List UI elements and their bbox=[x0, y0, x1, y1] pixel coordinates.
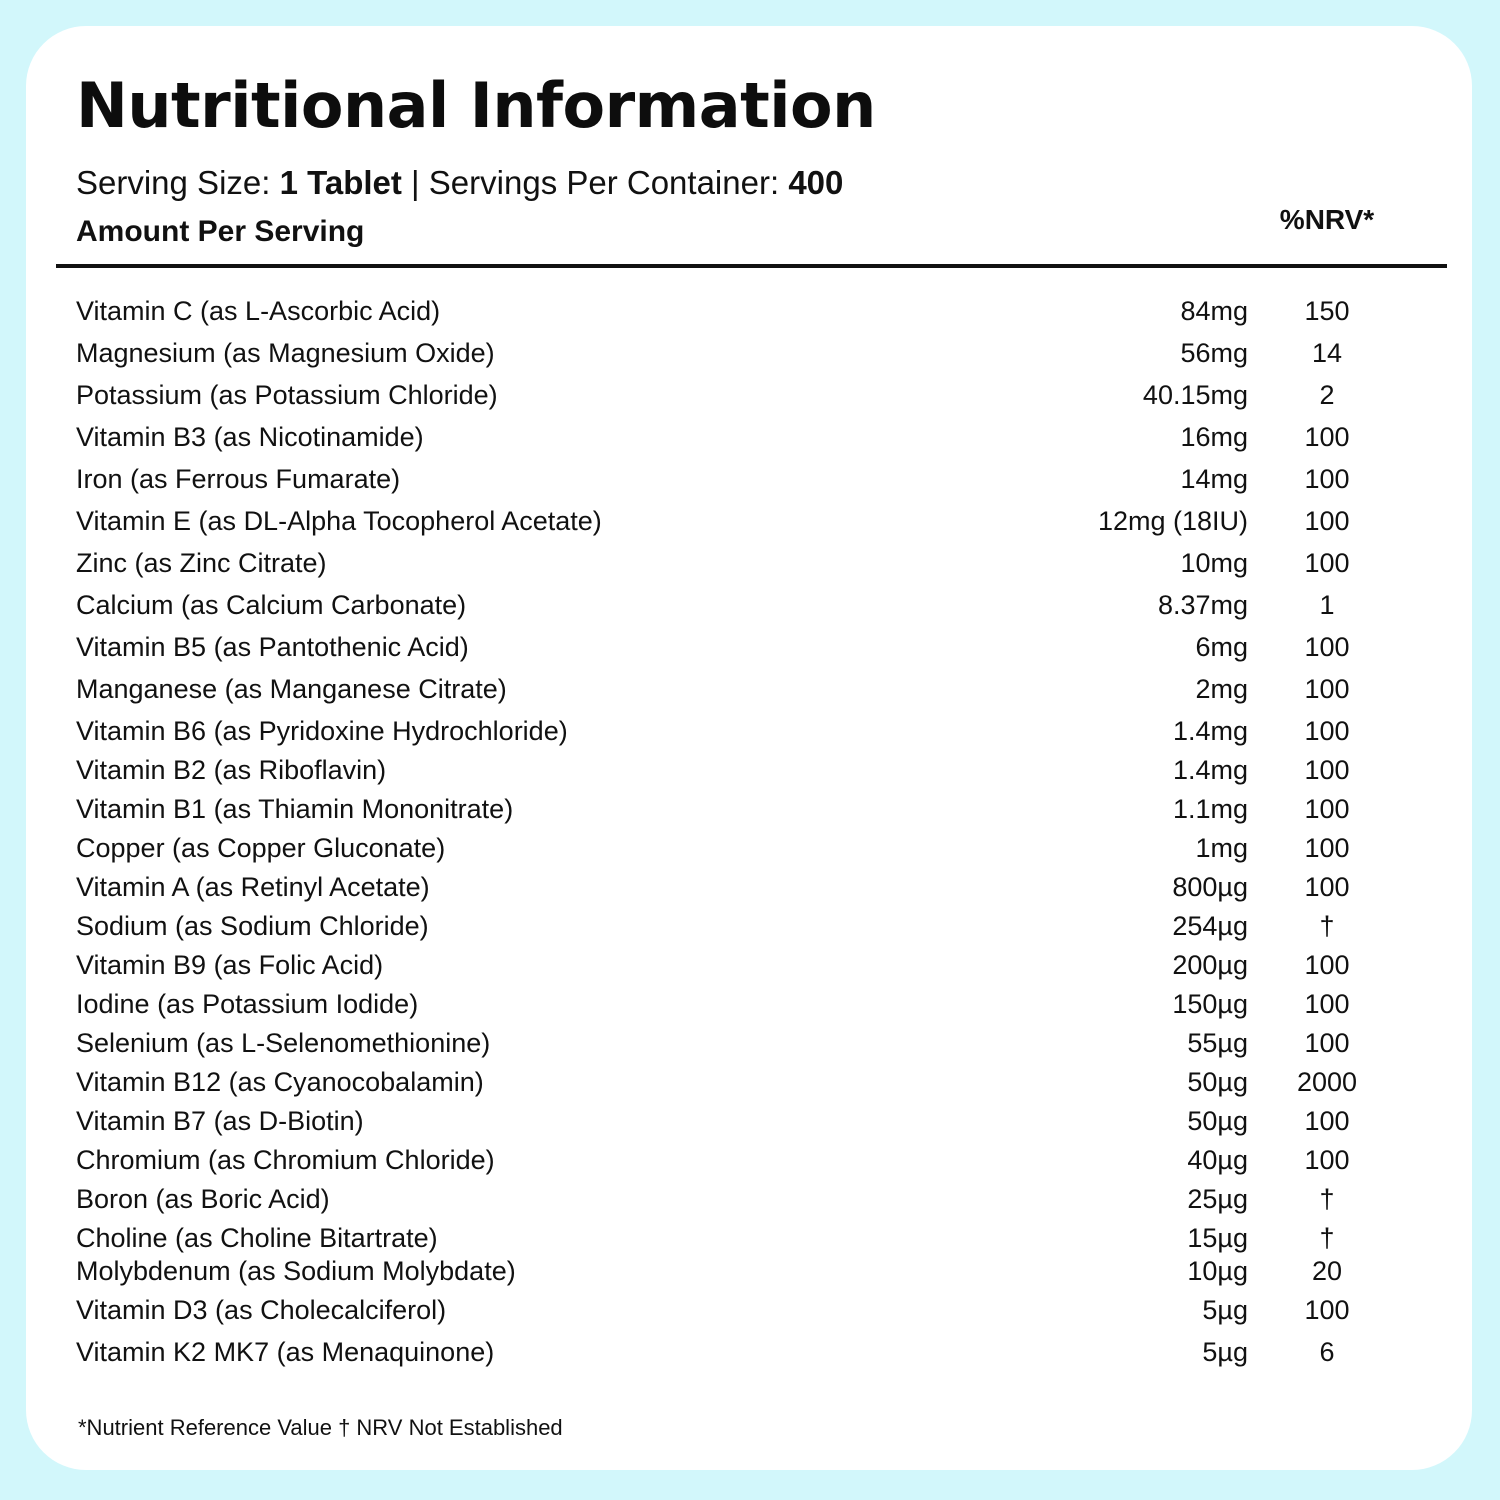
amount-per-serving-header: Amount Per Serving bbox=[76, 215, 365, 248]
nutrient-name: Chromium (as Chromium Chloride) bbox=[76, 1145, 495, 1175]
page-title: Nutritional Information bbox=[76, 69, 876, 142]
nutrient-amount: 40.15mg bbox=[1142, 380, 1248, 410]
nutrient-nrv: 100 bbox=[1304, 755, 1350, 785]
servings-per-container-label: Servings Per Container: bbox=[428, 164, 780, 201]
nutrient-nrv: 100 bbox=[1304, 1295, 1350, 1325]
nutrient-amount: 50µg bbox=[1187, 1067, 1248, 1097]
nutrient-amount: 25µg bbox=[1187, 1184, 1248, 1214]
nutrient-amount: 84mg bbox=[1180, 296, 1248, 326]
nutrient-nrv: 100 bbox=[1304, 422, 1350, 452]
table-row bbox=[0, 294, 1500, 328]
nutrient-amount: 2mg bbox=[1195, 674, 1248, 704]
nutrient-name: Zinc (as Zinc Citrate) bbox=[76, 548, 327, 578]
table-row bbox=[0, 462, 1500, 496]
nutrient-name: Vitamin A (as Retinyl Acetate) bbox=[76, 872, 430, 902]
servings-per-container-value: 400 bbox=[788, 164, 844, 201]
nutrient-amount: 1mg bbox=[1195, 833, 1248, 863]
table-row bbox=[0, 909, 1500, 943]
nutrient-amount: 200µg bbox=[1172, 950, 1248, 980]
nutrient-amount: 55µg bbox=[1187, 1028, 1248, 1058]
serving-separator: | bbox=[411, 164, 420, 201]
nutrient-nrv: 150 bbox=[1304, 296, 1350, 326]
nutrient-nrv: 100 bbox=[1304, 548, 1350, 578]
table-row bbox=[0, 378, 1500, 412]
nutrient-amount: 6mg bbox=[1195, 632, 1248, 662]
table-row bbox=[0, 420, 1500, 454]
nutrient-name: Vitamin C (as L-Ascorbic Acid) bbox=[76, 296, 441, 326]
nutrient-name: Vitamin D3 (as Cholecalciferol) bbox=[76, 1295, 447, 1325]
nutrient-name: Vitamin B12 (as Cyanocobalamin) bbox=[76, 1067, 484, 1097]
table-row bbox=[0, 336, 1500, 370]
table-row bbox=[0, 630, 1500, 664]
serving-size-label: Serving Size: bbox=[76, 164, 271, 201]
nutrient-nrv: 100 bbox=[1304, 632, 1350, 662]
table-row bbox=[0, 714, 1500, 748]
nutrient-amount: 5µg bbox=[1202, 1295, 1248, 1325]
nutrient-amount: 1.4mg bbox=[1172, 716, 1248, 746]
table-row bbox=[0, 753, 1500, 787]
nutrient-nrv: 1 bbox=[1319, 590, 1335, 620]
nutrient-nrv: 14 bbox=[1311, 338, 1343, 368]
nutrient-amount: 15µg bbox=[1187, 1223, 1248, 1253]
table-row bbox=[0, 1104, 1500, 1138]
nutrient-nrv: † bbox=[1319, 911, 1335, 941]
nutrient-amount: 800µg bbox=[1172, 872, 1248, 902]
nutrient-nrv: 100 bbox=[1304, 833, 1350, 863]
nutrient-name: Vitamin E (as DL-Alpha Tocopherol Acetate) bbox=[76, 506, 602, 536]
table-row bbox=[0, 1254, 1500, 1288]
table-row bbox=[0, 987, 1500, 1021]
nutrient-nrv: 100 bbox=[1304, 716, 1350, 746]
table-row bbox=[0, 1293, 1500, 1327]
nutrient-name: Sodium (as Sodium Chloride) bbox=[76, 911, 429, 941]
nutrient-nrv: 100 bbox=[1304, 989, 1350, 1019]
nutrient-name: Iron (as Ferrous Fumarate) bbox=[76, 464, 401, 494]
nutrient-nrv: 100 bbox=[1304, 464, 1350, 494]
table-row bbox=[0, 831, 1500, 865]
serving-size-value: 1 Tablet bbox=[279, 164, 402, 201]
nutrient-name: Vitamin B6 (as Pyridoxine Hydrochloride) bbox=[76, 716, 568, 746]
nutrient-amount: 1.1mg bbox=[1172, 794, 1248, 824]
nutrient-name: Boron (as Boric Acid) bbox=[76, 1184, 330, 1214]
table-row bbox=[0, 504, 1500, 538]
table-row bbox=[0, 1182, 1500, 1216]
nutrient-name: Iodine (as Potassium Iodide) bbox=[76, 989, 419, 1019]
table-row bbox=[0, 1065, 1500, 1099]
table-row bbox=[0, 1143, 1500, 1177]
nutrient-amount: 50µg bbox=[1187, 1106, 1248, 1136]
nutrient-amount: 40µg bbox=[1187, 1145, 1248, 1175]
nutrient-name: Vitamin B3 (as Nicotinamide) bbox=[76, 422, 424, 452]
table-row bbox=[0, 588, 1500, 622]
nutrient-amount: 56mg bbox=[1180, 338, 1248, 368]
nutrient-nrv: 6 bbox=[1319, 1337, 1335, 1367]
nutrient-name: Vitamin B1 (as Thiamin Mononitrate) bbox=[76, 794, 514, 824]
table-row bbox=[0, 1335, 1500, 1369]
nutrient-amount: 12mg (18IU) bbox=[1097, 506, 1248, 536]
table-row bbox=[0, 792, 1500, 826]
nutrient-amount: 254µg bbox=[1172, 911, 1248, 941]
table-row bbox=[0, 1026, 1500, 1060]
nutrient-nrv: † bbox=[1319, 1223, 1335, 1253]
table-row bbox=[0, 1221, 1500, 1255]
nutrient-nrv: 100 bbox=[1304, 674, 1350, 704]
nutrient-amount: 5µg bbox=[1202, 1337, 1248, 1367]
nutrient-amount: 150µg bbox=[1172, 989, 1248, 1019]
table-row bbox=[0, 870, 1500, 904]
table-row bbox=[0, 546, 1500, 580]
table-row bbox=[0, 672, 1500, 706]
nutrient-nrv: 20 bbox=[1311, 1256, 1343, 1286]
nutrient-name: Selenium (as L-Selenomethionine) bbox=[76, 1028, 491, 1058]
nutrient-name: Calcium (as Calcium Carbonate) bbox=[76, 590, 467, 620]
header-divider bbox=[56, 264, 1447, 268]
serving-info bbox=[76, 162, 843, 204]
nutrient-nrv: 100 bbox=[1304, 1028, 1350, 1058]
nutrient-nrv: 100 bbox=[1304, 1106, 1350, 1136]
nutrient-name: Manganese (as Manganese Citrate) bbox=[76, 674, 507, 704]
nutrient-nrv: 100 bbox=[1304, 794, 1350, 824]
nutrient-name: Vitamin B5 (as Pantothenic Acid) bbox=[76, 632, 469, 662]
nutrient-nrv: 2 bbox=[1319, 380, 1335, 410]
nutrient-name: Magnesium (as Magnesium Oxide) bbox=[76, 338, 495, 368]
nutrient-nrv: 100 bbox=[1304, 872, 1350, 902]
nutrient-name: Choline (as Choline Bitartrate) bbox=[76, 1223, 438, 1253]
nutrient-amount: 10mg bbox=[1180, 548, 1248, 578]
nutrient-name: Vitamin B7 (as D-Biotin) bbox=[76, 1106, 364, 1136]
nutrient-amount: 16mg bbox=[1180, 422, 1248, 452]
nutrient-nrv: 2000 bbox=[1296, 1067, 1358, 1097]
nutrient-name: Potassium (as Potassium Chloride) bbox=[76, 380, 498, 410]
nutrient-amount: 8.37mg bbox=[1157, 590, 1248, 620]
nutrient-name: Vitamin B2 (as Riboflavin) bbox=[76, 755, 387, 785]
nutrient-nrv: 100 bbox=[1304, 950, 1350, 980]
nutrient-name: Vitamin B9 (as Folic Acid) bbox=[76, 950, 384, 980]
table-row bbox=[0, 948, 1500, 982]
nutrient-name: Vitamin K2 MK7 (as Menaquinone) bbox=[76, 1337, 495, 1367]
nrv-column-header: %NRV* bbox=[1279, 204, 1375, 235]
nutrient-amount: 10µg bbox=[1187, 1256, 1248, 1286]
nutrient-nrv: 100 bbox=[1304, 1145, 1350, 1175]
footnote: *Nutrient Reference Value † NRV Not Established bbox=[78, 1415, 563, 1440]
nutrient-amount: 14mg bbox=[1180, 464, 1248, 494]
nutrient-nrv: † bbox=[1319, 1184, 1335, 1214]
nutrient-name: Molybdenum (as Sodium Molybdate) bbox=[76, 1256, 516, 1286]
nutrient-name: Copper (as Copper Gluconate) bbox=[76, 833, 446, 863]
nutrient-amount: 1.4mg bbox=[1172, 755, 1248, 785]
nutrient-nrv: 100 bbox=[1304, 506, 1350, 536]
